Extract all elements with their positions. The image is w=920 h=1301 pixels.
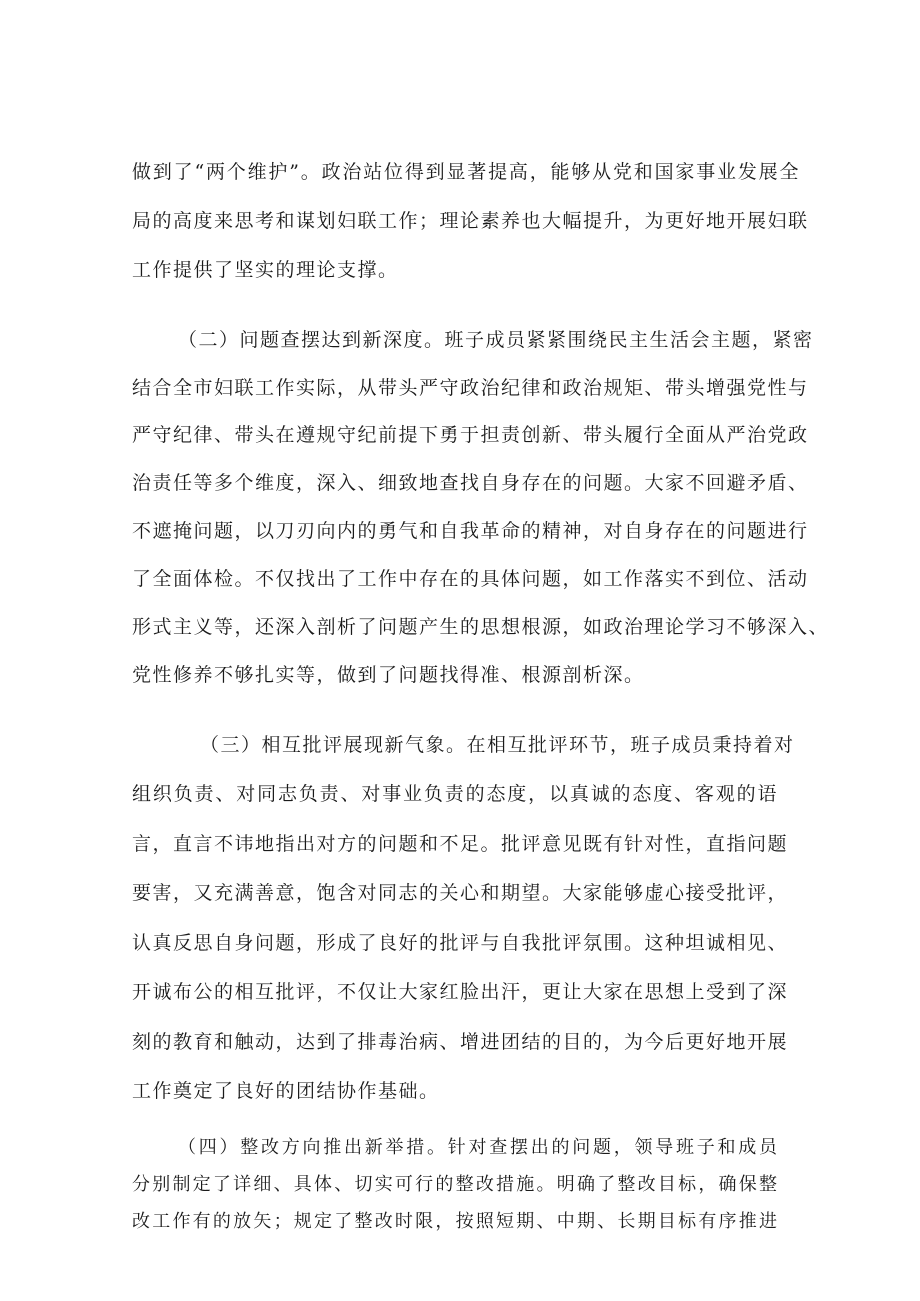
text-line: 要害，又充满善意，饱含对同志的关心和期望。大家能够虚心接受批评， [132,882,789,904]
text-line: 认真反思自身问题，形成了良好的批评与自我批评氛围。这种坦诚相见、 [132,932,789,954]
section-heading-line: （二）问题查摆达到新深度。班子成员紧紧围绕民主生活会主题，紧密 [178,329,814,351]
text-line: 开诚布公的相互批评，不仅让大家红脸出汗，更让大家在思想上受到了深 [132,981,789,1003]
text-line: 结合全市妇联工作实际，从带头严守政治纪律和政治规矩、带头增强党性与 [132,377,809,399]
section-heading-line: （三）相互批评展现新气象。在相互批评环节，班子成员秉持着对 [200,734,795,756]
text-line: 工作奠定了良好的团结协作基础。 [132,1080,440,1102]
text-line: 工作提供了坚实的理论支撑。 [132,259,399,281]
text-line: 组织负责、对同志负责、对事业负责的态度，以真诚的态度、客观的语 [132,783,778,805]
text-line: 形式主义等，还深入剖析了问题产生的思想根源，如政治理论学习不够深入、 [132,616,830,638]
text-line: 局的高度来思考和谋划妇联工作；理论素养也大幅提升，为更好地开展妇联 [132,210,809,232]
text-line: 做到了“两个维护”。政治站位得到显著提高，能够从党和国家事业发展全 [132,161,800,183]
text-line: 分别制定了详细、具体、切实可行的整改措施。明确了整改目标，确保整 [132,1174,778,1195]
text-line: 不遮掩问题，以刀刃向内的勇气和自我革命的精神，对自身存在的问题进行 [132,520,809,542]
text-line: 治责任等多个维度，深入、细致地查找自身存在的问题。大家不回避矛盾、 [132,472,809,494]
text-line: 了全面体检。不仅找出了工作中存在的具体问题，如工作落实不到位、活动 [132,568,809,590]
text-line: 改工作有的放矢；规定了整改时限，按照短期、中期、长期目标有序推进 [132,1211,778,1232]
text-line: 严守纪律、带头在遵规守纪前提下勇于担责创新、带头履行全面从严治党政 [132,424,809,446]
text-line: 言，直言不讳地指出对方的问题和不足。批评意见既有针对性，直指问题 [132,833,789,855]
text-line: 刻的教育和触动，达到了排毒治病、增进团结的目的，为今后更好地开展 [132,1031,789,1053]
text-line: 党性修养不够扎实等，做到了问题找得准、根源剖析深。 [132,664,645,686]
section-heading-line: （四）整改方向推出新举措。针对查摆出的问题，领导班子和成员 [178,1137,778,1158]
